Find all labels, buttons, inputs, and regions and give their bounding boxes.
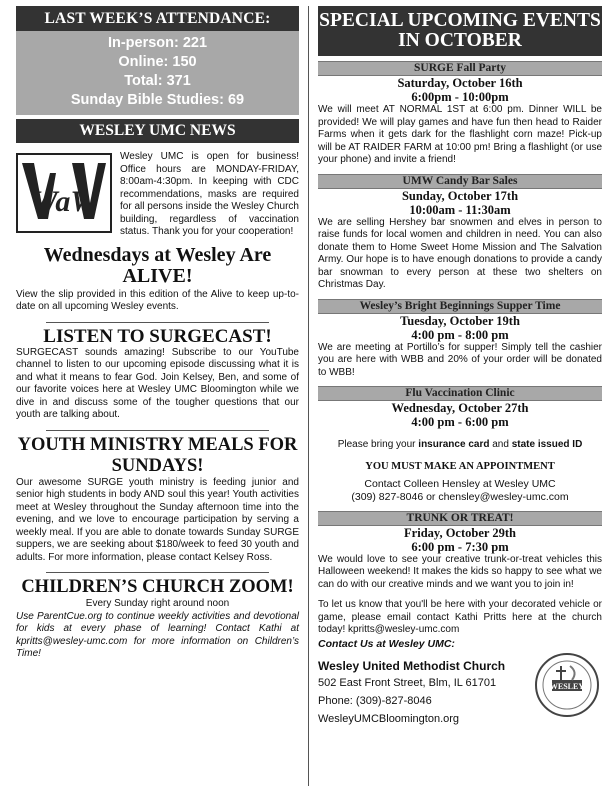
- alive-body: View the slip provided in this edition of the Alive to keep up-to-date on all upcoming Wesley events.: [16, 288, 299, 312]
- childrens-heading: CHILDREN’S CHURCH ZOOM!: [21, 577, 294, 597]
- waw-logo-icon: [16, 153, 112, 233]
- umw-time: 10:00am - 11:30am: [409, 202, 511, 217]
- flu-bring-insurance: insurance card: [418, 439, 490, 450]
- seal-word: WESLEY: [549, 681, 585, 691]
- wbb-time: 4:00 pm - 8:00 pm: [411, 327, 509, 342]
- surge-band: SURGE Fall Party: [318, 61, 602, 76]
- left-column: [16, 6, 299, 786]
- contact-website: WesleyUMCBloomington.org: [318, 712, 460, 725]
- flu-band: Flu Vaccination Clinic: [318, 386, 602, 401]
- contact-phone: Phone: (309)-827-8046: [318, 694, 432, 707]
- flu-bring: [318, 439, 602, 452]
- contact-block: [318, 658, 602, 728]
- contact-address: 502 East Front Street, Blm, IL 61701: [318, 676, 497, 689]
- flu-date: Wednesday, October 27th: [391, 401, 529, 415]
- waw-logo-text: WaW: [30, 185, 98, 218]
- flu-bring-mid: and: [489, 439, 512, 450]
- church-seal: [534, 652, 600, 718]
- surge-body: We will meet AT NORMAL 1ST at 6:00 pm. Dinner WILL be provided! We will play games and have fun then head to Raider Farms when it gets dark for the flashlight corn maze! Pick-up will be AT RAIDER FARM at 10:00 pm! Bring a flashlight (or use your phone) and invite a friend!: [318, 104, 602, 165]
- umw-body: We are selling Hershey bar snowmen and elves in person to raise funds for local women and children in need. You can also donate them to Home Sweet Home Mission and The Salvation Army. Our hope is to have enough donations to provide a candy bar snowman to every person at these two shelters on Christmas Day.: [318, 216, 602, 290]
- surgecast-heading: LISTEN TO SURGECAST!: [43, 325, 272, 347]
- flu-appointment: YOU MUST MAKE AN APPOINTMENT: [365, 460, 555, 472]
- waw-logo: [16, 153, 112, 233]
- news-section: [16, 151, 299, 239]
- trunk-body-2: To let us know that you'll be here with your decorated vehicle or game, please email contact Kathi Pritts here at the church today! kpritts@wesley-umc.com: [318, 599, 602, 635]
- attendance-bible-studies: Sunday Bible Studies: 69: [70, 92, 245, 108]
- umw-date: Sunday, October 17th: [401, 188, 519, 203]
- flu-time: 4:00 pm - 6:00 pm: [411, 415, 509, 429]
- church-seal-icon: [534, 652, 600, 718]
- youth-heading: YOUTH MINISTRY MEALS FOR SUNDAYS!: [17, 434, 298, 476]
- umw-band: UMW Candy Bar Sales: [318, 174, 602, 189]
- divider: [46, 572, 269, 573]
- flu-bring-id: state issued ID: [511, 439, 583, 450]
- attendance-title: LAST WEEK’S ATTENDANCE:: [16, 6, 299, 31]
- right-column: [318, 6, 602, 786]
- trunk-date: Friday, October 29th: [404, 525, 516, 540]
- events-title: SPECIAL UPCOMING EVENTS IN OCTOBER: [318, 6, 602, 56]
- trunk-body: We would love to see your creative trunk-or-treat vehicles this Halloween weekend! It makes the kids so happy to see what we can do with our creative minds and we want you to join in!: [318, 553, 602, 590]
- divider: [46, 430, 269, 431]
- column-divider: [308, 6, 309, 786]
- wbb-body: We are meeting at Portillo’s for supper! Simply tell the cashier you are here with WBB and 20% of your order will be donated to WBB!: [318, 341, 602, 378]
- flu-contact-1: Contact Colleen Hensley at Wesley UMC: [364, 477, 556, 490]
- alive-heading: Wednesdays at Wesley Are ALIVE!: [43, 243, 272, 287]
- attendance-online: Online: 150: [118, 54, 197, 70]
- childrens-body: Use ParentCue.org to continue weekly activities and devotional for kids at every phase of learning! Contact Kathi at kpritts@wesley-umc.com for more information on Children’s Time!: [16, 610, 299, 659]
- trunk-time: 6:00 pm - 7:30 pm: [411, 539, 509, 554]
- surgecast-body: SURGECAST sounds amazing! Subscribe to our YouTube channel to listen to our upcoming episode discussing what it is and what it means to fear God. Join Kelsey, Ben, and some of our favorite voices here at Wesley UMC Bloomington while we dive in and discuss some of the tougher questions that our youth are talking about.: [16, 346, 299, 420]
- flu-bring-pre: Please bring your: [337, 439, 419, 450]
- trunk-band: TRUNK OR TREAT!: [318, 511, 602, 526]
- youth-body: Our awesome SURGE youth ministry is feeding junior and senior high students in body AND soul this year! Youth activities meet at Wesley throughout the Sunday afternoon time into the evening, and we love to encourage participation by serving a weekly meal. If you are able to donate towards Sunday SURGE suppers, we are seeking about $180/week to feed 30 youth and adults. For more information, please contact Kelsey Ross.: [16, 476, 299, 563]
- office-hours-text: Wesley UMC is open for business! Office hours are MONDAY-FRIDAY, 8:00am-4:30pm. In keeping with CDC recommendations, masks are required for all persons inside the Wesley Church building, regardless of vaccination status. Thank you for your cooperation!: [120, 151, 299, 237]
- wbb-band: Wesley’s Bright Beginnings Supper Time: [318, 299, 602, 314]
- wbb-date: Tuesday, October 19th: [400, 313, 520, 328]
- surge-date: Saturday, October 16th: [397, 76, 523, 90]
- attendance-total: Total: 371: [124, 73, 191, 89]
- surge-time: 6:00pm - 10:00pm: [411, 90, 509, 104]
- flu-contact-2: (309) 827-8046 or chensley@wesley-umc.com: [351, 491, 569, 503]
- attendance-box: [16, 31, 299, 115]
- news-title: WESLEY UMC NEWS: [16, 119, 299, 143]
- childrens-schedule: Every Sunday right around noon: [85, 598, 230, 609]
- divider: [46, 322, 269, 323]
- attendance-in-person: In-person: 221: [107, 35, 208, 51]
- contact-heading: Contact Us at Wesley UMC:: [318, 637, 455, 650]
- contact-name: Wesley United Methodist Church: [318, 658, 506, 673]
